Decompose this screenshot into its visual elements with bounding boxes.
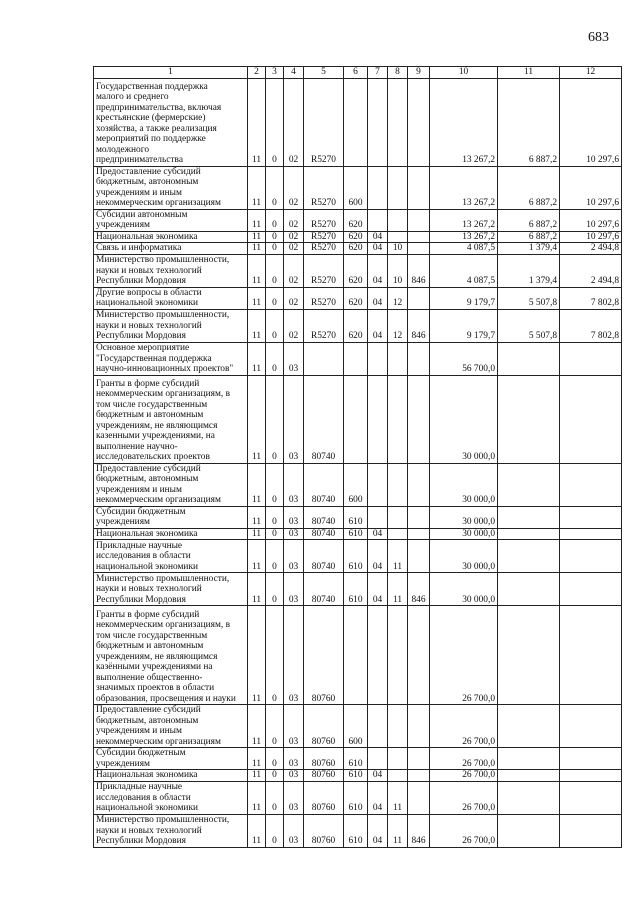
amount-2019: 26 700,0 <box>430 781 498 814</box>
code-ministry <box>408 606 430 705</box>
code-sub2: 03 <box>284 748 304 770</box>
code-target <box>304 342 344 375</box>
code-expense-type: 620 <box>344 243 368 255</box>
amount-2019: 26 700,0 <box>430 814 498 847</box>
code-ministry <box>408 748 430 770</box>
table-row <box>94 705 622 748</box>
code-section: 04 <box>368 770 388 782</box>
amount-2020 <box>498 748 560 770</box>
code-expense-type <box>344 342 368 375</box>
amount-2019: 26 700,0 <box>430 606 498 705</box>
amount-2021: 7 802,8 <box>560 287 622 309</box>
table-row <box>94 209 622 231</box>
amount-2020: 1 379,4 <box>498 243 560 255</box>
code-sub1: 0 <box>266 528 284 540</box>
amount-2021 <box>560 463 622 506</box>
code-rz: 11 <box>248 463 266 506</box>
code-target: 80740 <box>304 540 344 573</box>
amount-2020 <box>498 770 560 782</box>
row-name: Субсидии бюджетным учреждениям <box>94 506 248 528</box>
amount-2020 <box>498 463 560 506</box>
row-name: Прикладные научные исследования в области национальной экономики <box>94 781 248 814</box>
code-rz: 11 <box>248 528 266 540</box>
code-subsection <box>388 748 408 770</box>
code-sub1: 0 <box>266 287 284 309</box>
column-header-11: 11 <box>498 67 560 79</box>
row-name: Связь и информатика <box>94 243 248 255</box>
column-header-5: 5 <box>304 67 344 79</box>
amount-2020 <box>498 375 560 463</box>
code-expense-type: 610 <box>344 506 368 528</box>
column-header-3: 3 <box>266 67 284 79</box>
column-header-7: 7 <box>368 67 388 79</box>
amount-2019: 4 087,5 <box>430 243 498 255</box>
code-rz: 11 <box>248 166 266 209</box>
code-target: 80760 <box>304 770 344 782</box>
code-section <box>368 166 388 209</box>
amount-2021 <box>560 342 622 375</box>
code-sub2: 03 <box>284 814 304 847</box>
amount-2021: 2 494,8 <box>560 243 622 255</box>
code-ministry <box>408 781 430 814</box>
code-section: 04 <box>368 540 388 573</box>
code-target: 80740 <box>304 573 344 606</box>
row-name: Государственная поддержка малого и среднего предпринимательства, включая крестьянские (фермерские) хозяйства, а также реализация мероприятий по поддержке молодежного предпринимательства <box>94 78 248 166</box>
amount-2021: 7 802,8 <box>560 309 622 342</box>
table-body <box>94 78 622 847</box>
code-section <box>368 506 388 528</box>
code-rz: 11 <box>248 606 266 705</box>
amount-2019: 13 267,2 <box>430 78 498 166</box>
code-subsection: 11 <box>388 781 408 814</box>
code-rz: 11 <box>248 573 266 606</box>
code-rz: 11 <box>248 309 266 342</box>
amount-2021: 10 297,6 <box>560 209 622 231</box>
code-sub1: 0 <box>266 243 284 255</box>
table-row <box>94 78 622 166</box>
table-row <box>94 166 622 209</box>
amount-2021 <box>560 748 622 770</box>
code-target: R5270 <box>304 78 344 166</box>
code-sub2: 03 <box>284 606 304 705</box>
code-sub2: 02 <box>284 254 304 287</box>
row-name: Другие вопросы в области национальной экономики <box>94 287 248 309</box>
code-sub2: 03 <box>284 506 304 528</box>
code-expense-type: 610 <box>344 770 368 782</box>
code-target: 80760 <box>304 748 344 770</box>
amount-2019: 30 000,0 <box>430 463 498 506</box>
code-subsection <box>388 705 408 748</box>
code-sub2: 03 <box>284 342 304 375</box>
code-ministry <box>408 342 430 375</box>
amount-2019: 13 267,2 <box>430 231 498 243</box>
row-name: Национальная экономика <box>94 231 248 243</box>
amount-2020: 6 887,2 <box>498 231 560 243</box>
amount-2020 <box>498 506 560 528</box>
table-row <box>94 606 622 705</box>
amount-2020: 6 887,2 <box>498 209 560 231</box>
code-expense-type: 620 <box>344 209 368 231</box>
code-section: 04 <box>368 309 388 342</box>
code-subsection <box>388 209 408 231</box>
amount-2021: 2 494,8 <box>560 254 622 287</box>
column-header-10: 10 <box>430 67 498 79</box>
column-header-2: 2 <box>248 67 266 79</box>
row-name: Министерство промышленности, науки и новых технологий Республики Мордовия <box>94 254 248 287</box>
column-header-12: 12 <box>560 67 622 79</box>
amount-2019: 30 000,0 <box>430 573 498 606</box>
code-target: R5270 <box>304 209 344 231</box>
code-sub1: 0 <box>266 78 284 166</box>
code-sub2: 02 <box>284 78 304 166</box>
amount-2019: 30 000,0 <box>430 540 498 573</box>
code-ministry <box>408 231 430 243</box>
code-ministry <box>408 209 430 231</box>
code-subsection <box>388 463 408 506</box>
code-expense-type: 610 <box>344 528 368 540</box>
amount-2021 <box>560 573 622 606</box>
code-section: 04 <box>368 231 388 243</box>
code-sub1: 0 <box>266 375 284 463</box>
code-sub2: 03 <box>284 540 304 573</box>
code-rz: 11 <box>248 506 266 528</box>
code-ministry <box>408 243 430 255</box>
code-sub2: 02 <box>284 231 304 243</box>
code-subsection: 10 <box>388 243 408 255</box>
code-sub1: 0 <box>266 573 284 606</box>
code-ministry <box>408 528 430 540</box>
code-sub2: 02 <box>284 166 304 209</box>
amount-2019: 26 700,0 <box>430 770 498 782</box>
code-sub2: 02 <box>284 209 304 231</box>
code-section <box>368 209 388 231</box>
code-expense-type: 610 <box>344 540 368 573</box>
code-subsection <box>388 528 408 540</box>
table-row <box>94 573 622 606</box>
row-name: Предоставление субсидий бюджетным, автономным учреждениям и иным некоммерческим организациям <box>94 463 248 506</box>
amount-2020 <box>498 540 560 573</box>
amount-2020 <box>498 814 560 847</box>
table-row <box>94 814 622 847</box>
code-ministry <box>408 375 430 463</box>
code-section: 04 <box>368 243 388 255</box>
table-row <box>94 231 622 243</box>
amount-2020 <box>498 781 560 814</box>
code-rz: 11 <box>248 287 266 309</box>
table-row <box>94 254 622 287</box>
code-expense-type: 610 <box>344 814 368 847</box>
code-target: R5270 <box>304 166 344 209</box>
amount-2019: 13 267,2 <box>430 166 498 209</box>
table-row <box>94 781 622 814</box>
code-section <box>368 78 388 166</box>
code-expense-type <box>344 375 368 463</box>
table-row <box>94 748 622 770</box>
row-name: Гранты в форме субсидий некоммерческим организациям, в том числе государственным бюджетным и автономным учреждениям, не являющимся казёнными учреждениями на выполнение общественно- значимых проектов в области образования, просвещения и науки <box>94 606 248 705</box>
amount-2019: 4 087,5 <box>430 254 498 287</box>
code-section: 04 <box>368 528 388 540</box>
code-rz: 11 <box>248 78 266 166</box>
code-expense-type: 620 <box>344 309 368 342</box>
row-name: Министерство промышленности, науки и новых технологий Республики Мордовия <box>94 814 248 847</box>
code-target: R5270 <box>304 231 344 243</box>
code-section <box>368 375 388 463</box>
code-subsection: 10 <box>388 254 408 287</box>
code-section <box>368 342 388 375</box>
code-sub1: 0 <box>266 748 284 770</box>
amount-2019: 26 700,0 <box>430 748 498 770</box>
amount-2021 <box>560 540 622 573</box>
table-row <box>94 770 622 782</box>
row-name: Прикладные научные исследования в области национальной экономики <box>94 540 248 573</box>
code-target: R5270 <box>304 287 344 309</box>
code-sub1: 0 <box>266 463 284 506</box>
amount-2021 <box>560 781 622 814</box>
amount-2019: 56 700,0 <box>430 342 498 375</box>
code-sub1: 0 <box>266 231 284 243</box>
code-rz: 11 <box>248 231 266 243</box>
code-expense-type: 610 <box>344 748 368 770</box>
code-subsection <box>388 506 408 528</box>
code-sub2: 03 <box>284 781 304 814</box>
code-rz: 11 <box>248 748 266 770</box>
code-subsection: 11 <box>388 540 408 573</box>
amount-2021 <box>560 506 622 528</box>
code-sub1: 0 <box>266 309 284 342</box>
amount-2021 <box>560 606 622 705</box>
code-sub1: 0 <box>266 781 284 814</box>
amount-2021 <box>560 770 622 782</box>
table-row <box>94 375 622 463</box>
column-header-8: 8 <box>388 67 408 79</box>
code-subsection <box>388 78 408 166</box>
code-expense-type: 600 <box>344 166 368 209</box>
code-rz: 11 <box>248 243 266 255</box>
code-section <box>368 705 388 748</box>
code-sub1: 0 <box>266 506 284 528</box>
code-sub1: 0 <box>266 166 284 209</box>
code-ministry <box>408 506 430 528</box>
code-rz: 11 <box>248 705 266 748</box>
code-expense-type: 600 <box>344 463 368 506</box>
amount-2021 <box>560 705 622 748</box>
code-sub1: 0 <box>266 814 284 847</box>
code-rz: 11 <box>248 770 266 782</box>
code-expense-type: 620 <box>344 287 368 309</box>
code-section <box>368 606 388 705</box>
code-sub2: 03 <box>284 528 304 540</box>
row-name: Гранты в форме субсидий некоммерческим организациям, в том числе государственным бюджетным и автономным учреждениям, не являющимся казенными учреждениями, на выполнение научно- исследовательских проектов <box>94 375 248 463</box>
code-ministry <box>408 463 430 506</box>
amount-2020 <box>498 573 560 606</box>
amount-2021: 10 297,6 <box>560 166 622 209</box>
row-name: Субсидии бюджетным учреждениям <box>94 748 248 770</box>
code-ministry <box>408 770 430 782</box>
budget-table <box>93 66 622 848</box>
code-sub2: 02 <box>284 287 304 309</box>
code-rz: 11 <box>248 540 266 573</box>
table-row <box>94 463 622 506</box>
code-target: R5270 <box>304 243 344 255</box>
code-target: R5270 <box>304 254 344 287</box>
code-section: 04 <box>368 287 388 309</box>
amount-2021: 10 297,6 <box>560 231 622 243</box>
table-row <box>94 540 622 573</box>
code-subsection <box>388 606 408 705</box>
row-name: Министерство промышленности, науки и новых технологий Республики Мордовия <box>94 573 248 606</box>
code-expense-type: 620 <box>344 231 368 243</box>
code-rz: 11 <box>248 375 266 463</box>
code-sub2: 03 <box>284 463 304 506</box>
column-header-9: 9 <box>408 67 430 79</box>
code-ministry <box>408 166 430 209</box>
column-header-4: 4 <box>284 67 304 79</box>
code-rz: 11 <box>248 814 266 847</box>
code-sub2: 02 <box>284 309 304 342</box>
table-row <box>94 243 622 255</box>
code-subsection: 11 <box>388 573 408 606</box>
amount-2019: 9 179,7 <box>430 287 498 309</box>
code-expense-type: 600 <box>344 705 368 748</box>
code-section: 04 <box>368 814 388 847</box>
code-section: 04 <box>368 781 388 814</box>
code-expense-type: 620 <box>344 254 368 287</box>
code-target: 80760 <box>304 705 344 748</box>
amount-2021 <box>560 814 622 847</box>
code-ministry <box>408 540 430 573</box>
code-sub1: 0 <box>266 705 284 748</box>
code-ministry <box>408 287 430 309</box>
row-name: Национальная экономика <box>94 528 248 540</box>
code-ministry: 846 <box>408 309 430 342</box>
amount-2019: 9 179,7 <box>430 309 498 342</box>
table-row <box>94 528 622 540</box>
amount-2021: 10 297,6 <box>560 78 622 166</box>
code-target: 80760 <box>304 606 344 705</box>
code-subsection <box>388 770 408 782</box>
code-section: 04 <box>368 573 388 606</box>
amount-2020 <box>498 528 560 540</box>
code-subsection <box>388 166 408 209</box>
table-row <box>94 287 622 309</box>
amount-2020: 1 379,4 <box>498 254 560 287</box>
amount-2019: 13 267,2 <box>430 209 498 231</box>
code-ministry <box>408 705 430 748</box>
row-name: Предоставление субсидий бюджетным, автономным учреждениям и иным некоммерческим организациям <box>94 166 248 209</box>
code-subsection <box>388 342 408 375</box>
table-row <box>94 309 622 342</box>
code-expense-type <box>344 606 368 705</box>
code-section: 04 <box>368 254 388 287</box>
code-sub2: 03 <box>284 770 304 782</box>
row-name: Субсидии автономным учреждениям <box>94 209 248 231</box>
code-section <box>368 748 388 770</box>
code-rz: 11 <box>248 781 266 814</box>
code-target: 80740 <box>304 463 344 506</box>
code-subsection <box>388 231 408 243</box>
amount-2019: 30 000,0 <box>430 506 498 528</box>
code-subsection: 12 <box>388 309 408 342</box>
code-target: 80740 <box>304 528 344 540</box>
code-target: 80760 <box>304 781 344 814</box>
amount-2020: 5 507,8 <box>498 309 560 342</box>
amount-2020 <box>498 705 560 748</box>
row-name: Национальная экономика <box>94 770 248 782</box>
code-sub2: 03 <box>284 375 304 463</box>
amount-2020: 6 887,2 <box>498 78 560 166</box>
amount-2020: 6 887,2 <box>498 166 560 209</box>
table-row <box>94 342 622 375</box>
code-sub1: 0 <box>266 342 284 375</box>
code-subsection <box>388 375 408 463</box>
row-name: Министерство промышленности, науки и новых технологий Республики Мордовия <box>94 309 248 342</box>
code-rz: 11 <box>248 342 266 375</box>
amount-2020: 5 507,8 <box>498 287 560 309</box>
amount-2019: 30 000,0 <box>430 528 498 540</box>
row-name: Основное мероприятие "Государственная поддержка научно-инновационных проектов" <box>94 342 248 375</box>
code-rz: 11 <box>248 209 266 231</box>
code-ministry <box>408 78 430 166</box>
code-target: 80760 <box>304 814 344 847</box>
code-ministry: 846 <box>408 254 430 287</box>
code-sub2: 02 <box>284 243 304 255</box>
code-subsection: 12 <box>388 287 408 309</box>
code-sub1: 0 <box>266 254 284 287</box>
table-row <box>94 506 622 528</box>
code-ministry: 846 <box>408 814 430 847</box>
header-row <box>94 67 622 79</box>
amount-2019: 30 000,0 <box>430 375 498 463</box>
amount-2021 <box>560 528 622 540</box>
code-expense-type: 610 <box>344 573 368 606</box>
amount-2021 <box>560 375 622 463</box>
page-number: 683 <box>588 30 609 45</box>
code-rz: 11 <box>248 254 266 287</box>
code-target: 80740 <box>304 375 344 463</box>
code-expense-type <box>344 78 368 166</box>
row-name: Предоставление субсидий бюджетным, автономным учреждениям и иным некоммерческим организациям <box>94 705 248 748</box>
column-header-6: 6 <box>344 67 368 79</box>
code-ministry: 846 <box>408 573 430 606</box>
amount-2020 <box>498 606 560 705</box>
amount-2019: 26 700,0 <box>430 705 498 748</box>
code-sub1: 0 <box>266 606 284 705</box>
code-section <box>368 463 388 506</box>
code-sub1: 0 <box>266 209 284 231</box>
code-target: 80740 <box>304 506 344 528</box>
code-subsection: 11 <box>388 814 408 847</box>
code-sub1: 0 <box>266 540 284 573</box>
amount-2020 <box>498 342 560 375</box>
code-expense-type: 610 <box>344 781 368 814</box>
code-sub2: 03 <box>284 573 304 606</box>
column-header-1: 1 <box>94 67 248 79</box>
code-target: R5270 <box>304 309 344 342</box>
code-sub1: 0 <box>266 770 284 782</box>
code-sub2: 03 <box>284 705 304 748</box>
